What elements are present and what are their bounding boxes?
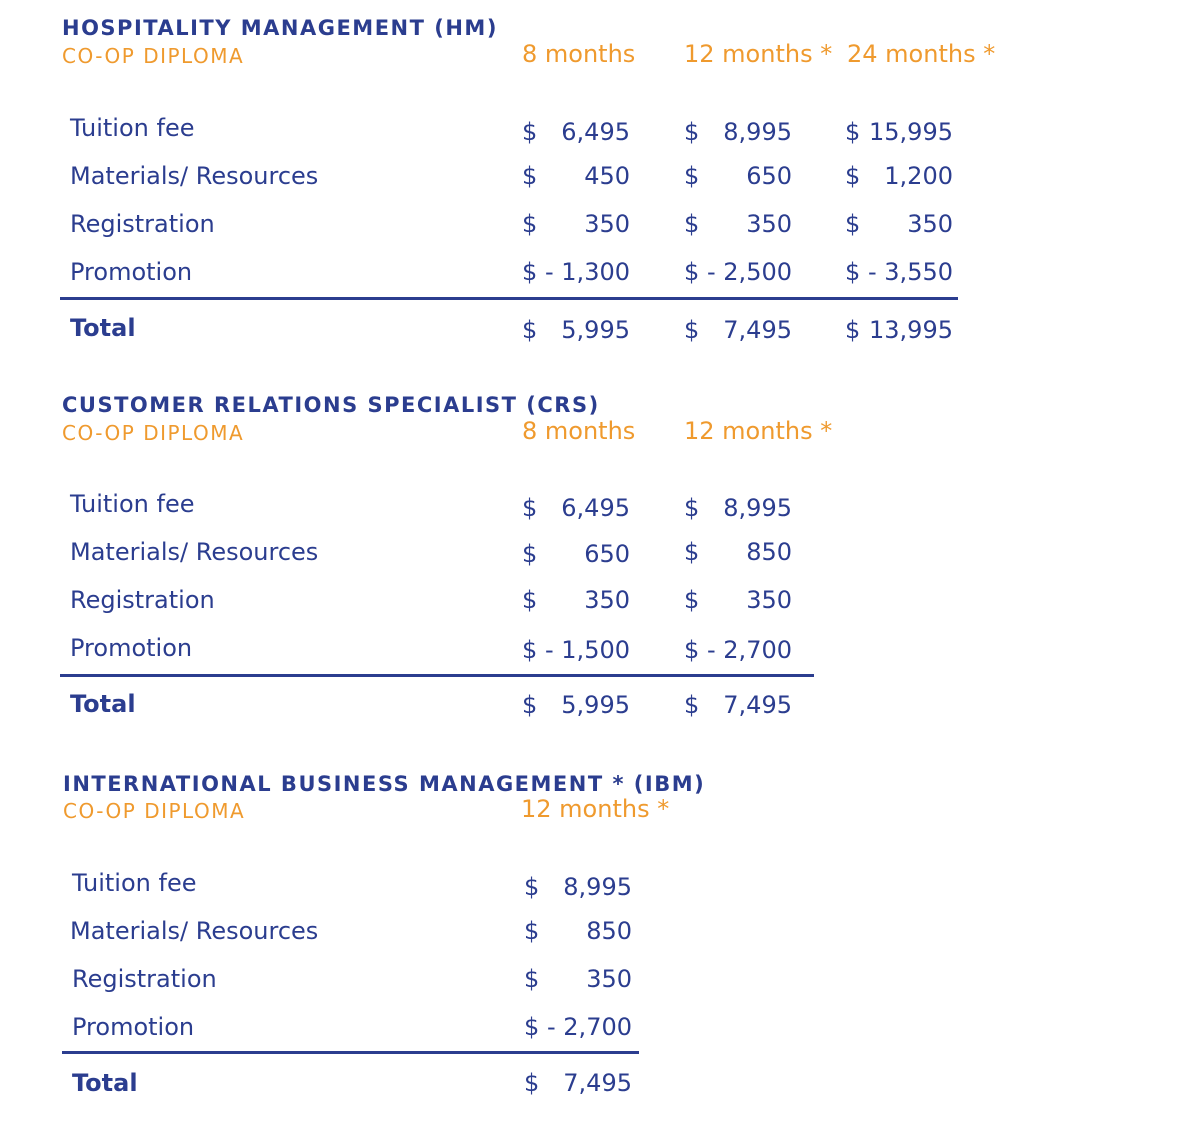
fee-cell (845, 258, 953, 288)
fee-amount: 650 (746, 162, 792, 190)
fee-section-hm (0, 0, 1202, 360)
fee-amount: 6,495 (561, 118, 630, 146)
currency-symbol: $ (524, 917, 540, 945)
row-label: Materials/ Resources (70, 917, 319, 945)
fee-amount: 650 (584, 540, 630, 568)
fee-section-crs (0, 377, 1202, 737)
fee-cell (684, 162, 792, 192)
currency-symbol: $ (684, 210, 700, 238)
fee-amount: 8,995 (563, 873, 632, 901)
fee-cell (524, 965, 632, 995)
fee-cell (522, 210, 630, 240)
fee-cell (524, 873, 632, 903)
fee-cell (684, 258, 792, 288)
fee-cell (524, 1013, 632, 1043)
row-label: Registration (70, 210, 215, 238)
total-cell (522, 691, 630, 721)
row-label: Registration (72, 965, 217, 993)
fee-cell (684, 586, 792, 616)
total-amount: 5,995 (561, 691, 630, 719)
fee-cell (845, 210, 953, 240)
currency-symbol: $ (684, 636, 700, 664)
total-label: Total (70, 690, 136, 718)
fee-amount: 450 (584, 162, 630, 190)
currency-symbol: $ (524, 1069, 540, 1097)
currency-symbol: $ (522, 636, 538, 664)
section-title: INTERNATIONAL BUSINESS MANAGEMENT * (IBM) (63, 772, 706, 796)
fee-cell (522, 636, 630, 666)
currency-symbol: $ (684, 494, 700, 522)
fee-amount: - 2,700 (547, 1013, 632, 1041)
row-label: Materials/ Resources (70, 538, 319, 566)
fee-amount: - 1,500 (545, 636, 630, 664)
total-label: Total (72, 1069, 138, 1097)
fee-amount: 350 (746, 586, 792, 614)
fee-amount: 350 (586, 965, 632, 993)
period-header: 12 months * (521, 795, 670, 823)
currency-symbol: $ (524, 965, 540, 993)
total-label: Total (70, 314, 136, 342)
row-label: Tuition fee (70, 490, 195, 518)
fee-amount: 350 (746, 210, 792, 238)
period-header: 8 months (522, 40, 636, 68)
total-divider (60, 297, 958, 300)
currency-symbol: $ (684, 162, 700, 190)
currency-symbol: $ (684, 316, 700, 344)
fee-cell (684, 538, 792, 568)
total-cell (524, 1069, 632, 1099)
currency-symbol: $ (684, 691, 700, 719)
row-label: Promotion (72, 1013, 195, 1041)
currency-symbol: $ (524, 1013, 540, 1041)
total-divider (60, 674, 814, 677)
total-amount: 7,495 (563, 1069, 632, 1097)
currency-symbol: $ (845, 210, 861, 238)
total-cell (845, 316, 953, 346)
section-title: CUSTOMER RELATIONS SPECIALIST (CRS) (62, 393, 600, 417)
currency-symbol: $ (522, 494, 538, 522)
currency-symbol: $ (684, 258, 700, 286)
row-label: Registration (70, 586, 215, 614)
fee-cell (684, 636, 792, 666)
currency-symbol: $ (845, 316, 861, 344)
currency-symbol: $ (845, 118, 861, 146)
total-amount: 7,495 (723, 316, 792, 344)
fee-amount: 8,995 (723, 118, 792, 146)
period-header: 8 months (522, 417, 636, 445)
currency-symbol: $ (684, 538, 700, 566)
fee-cell (522, 540, 630, 570)
row-label: Promotion (70, 258, 193, 286)
currency-symbol: $ (684, 586, 700, 614)
total-amount: 5,995 (561, 316, 630, 344)
fee-amount: 350 (584, 586, 630, 614)
fee-amount: 6,495 (561, 494, 630, 522)
currency-symbol: $ (845, 258, 861, 286)
fee-amount: 850 (586, 917, 632, 945)
section-title: HOSPITALITY MANAGEMENT (HM) (62, 16, 498, 40)
currency-symbol: $ (522, 540, 538, 568)
section-subtitle: CO-OP DIPLOMA (62, 44, 245, 68)
fee-amount: 8,995 (723, 494, 792, 522)
fee-amount: 350 (584, 210, 630, 238)
currency-symbol: $ (522, 258, 538, 286)
fee-section-ibm (0, 756, 1202, 1116)
period-header: 12 months * (684, 40, 833, 68)
fee-cell (522, 162, 630, 192)
total-divider (62, 1051, 639, 1054)
section-subtitle: CO-OP DIPLOMA (62, 421, 245, 445)
period-header: 12 months * (684, 417, 833, 445)
total-cell (522, 316, 630, 346)
currency-symbol: $ (522, 210, 538, 238)
currency-symbol: $ (522, 118, 538, 146)
total-cell (684, 316, 792, 346)
fee-amount: - 2,700 (707, 636, 792, 664)
fee-amount: 350 (907, 210, 953, 238)
fee-cell (524, 917, 632, 947)
fee-cell (845, 118, 953, 148)
period-header: 24 months * (847, 40, 996, 68)
row-label: Promotion (70, 634, 193, 662)
fee-amount: - 1,300 (545, 258, 630, 286)
total-cell (684, 691, 792, 721)
row-label: Tuition fee (72, 869, 197, 897)
row-label: Materials/ Resources (70, 162, 319, 190)
total-amount: 7,495 (723, 691, 792, 719)
currency-symbol: $ (522, 162, 538, 190)
fee-cell (522, 258, 630, 288)
fee-amount: 850 (746, 538, 792, 566)
currency-symbol: $ (522, 316, 538, 344)
fee-amount: - 2,500 (707, 258, 792, 286)
fee-amount: 15,995 (869, 118, 953, 146)
fee-amount: - 3,550 (868, 258, 953, 286)
fee-cell (684, 494, 792, 524)
currency-symbol: $ (684, 118, 700, 146)
currency-symbol: $ (524, 873, 540, 901)
fee-cell (522, 586, 630, 616)
section-subtitle: CO-OP DIPLOMA (63, 799, 246, 823)
fee-cell (522, 494, 630, 524)
fee-cell (684, 210, 792, 240)
currency-symbol: $ (522, 691, 538, 719)
fee-cell (684, 118, 792, 148)
currency-symbol: $ (845, 162, 861, 190)
fee-cell (522, 118, 630, 148)
total-amount: 13,995 (869, 316, 953, 344)
currency-symbol: $ (522, 586, 538, 614)
fee-amount: 1,200 (884, 162, 953, 190)
row-label: Tuition fee (70, 114, 195, 142)
fee-cell (845, 162, 953, 192)
